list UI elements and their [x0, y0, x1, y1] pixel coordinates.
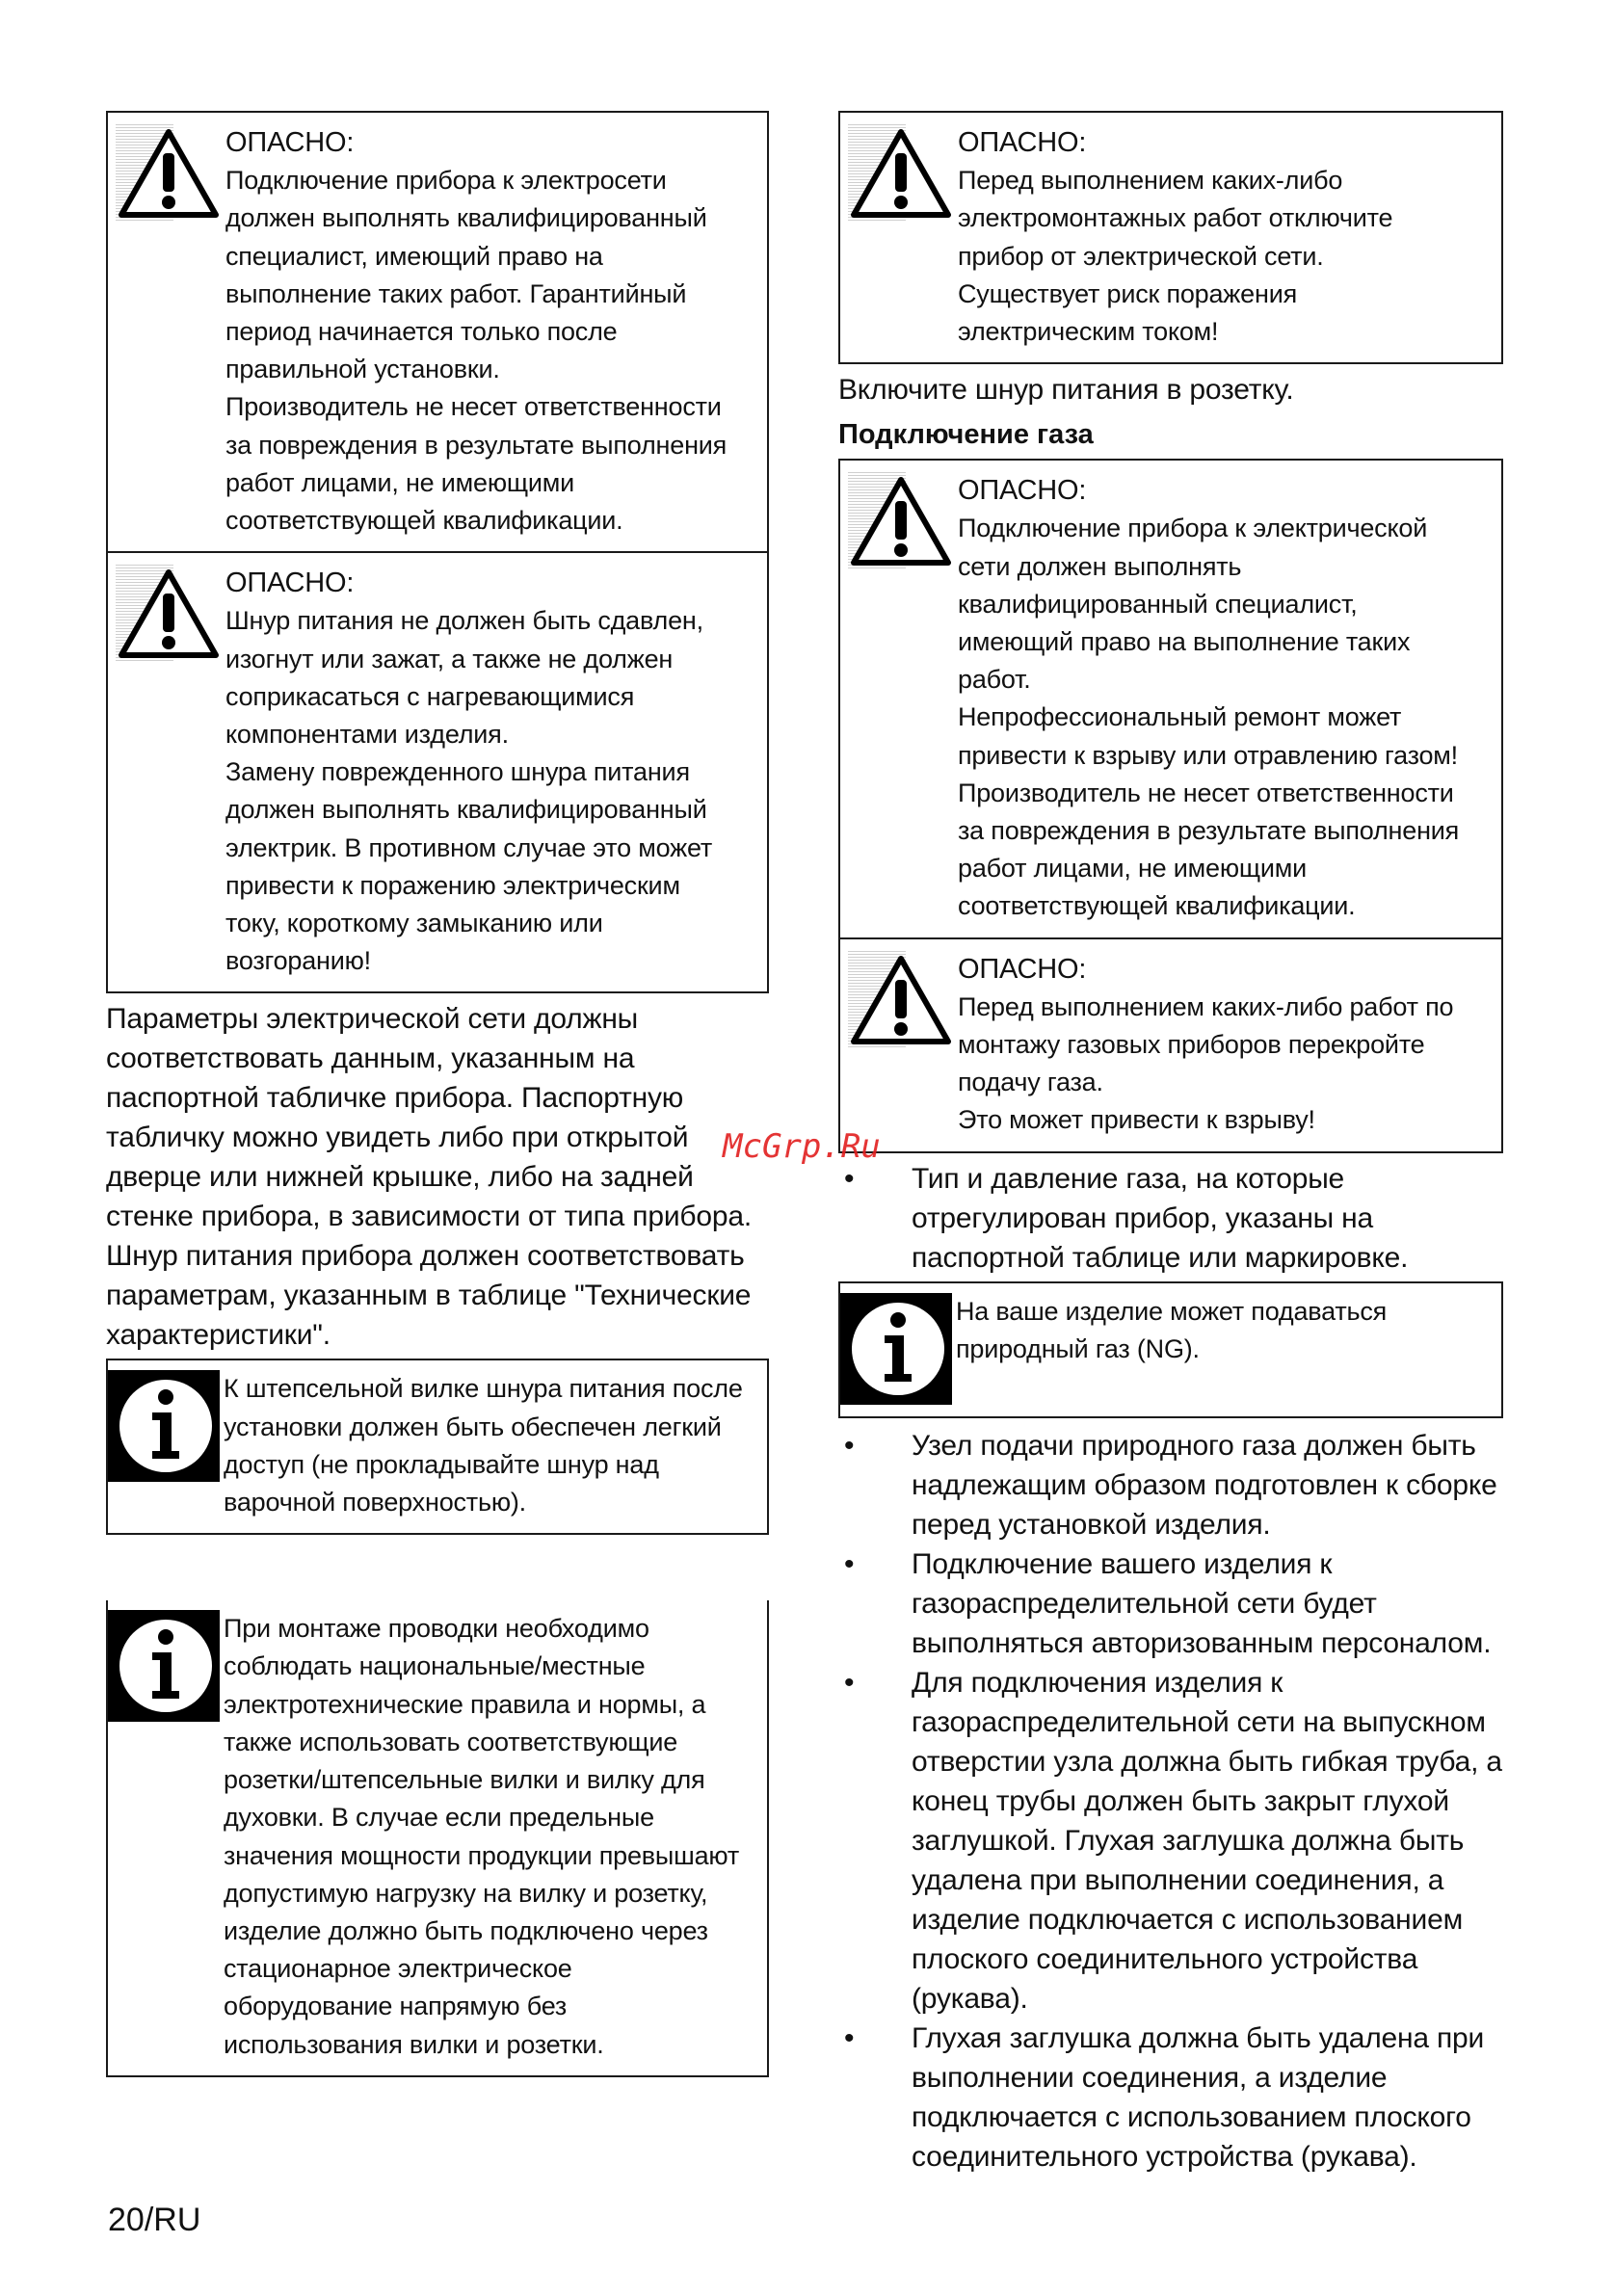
warning-text-line: соответствующей квалификации.: [225, 506, 623, 536]
bullet-marker: •: [844, 1429, 855, 1462]
warning-text-line: возгоранию!: [225, 946, 371, 976]
warning-text-line: подачу газа.: [958, 1068, 1103, 1097]
gas-connection-heading: Подключение газа: [838, 419, 1094, 451]
warning-text-line: работ лицами, не имеющими: [958, 854, 1308, 884]
warning-text-line: сети должен выполнять: [958, 551, 1242, 581]
warning-text-line: изогнут или зажат, а также не должен: [225, 644, 674, 673]
paragraph-line: стенке прибора, в зависимости от типа прибора.: [106, 1201, 752, 1233]
warning-heading: ОПАСНО:: [958, 475, 1087, 507]
info-text-line: допустимую нагрузку на вилку и розетку,: [224, 1878, 708, 1908]
info-text-line: также использовать соответствующие: [224, 1727, 678, 1756]
list-item: [838, 1663, 1503, 2019]
warning-text-line: соответствующей квалификации.: [958, 891, 1356, 921]
paragraph-line: соответствовать данным, указанным на: [106, 1042, 635, 1075]
list-item-line: Узел подачи природного газа должен быть: [912, 1429, 1476, 1462]
warning-text-line: привести к поражению электрическим: [225, 870, 680, 900]
info-text-line: установки должен быть обеспечен легкий: [224, 1412, 722, 1441]
list-item-line: удалена при выполнении соединения, а: [912, 1863, 1444, 1896]
warning-text-line: Шнур питания не должен быть сдавлен,: [225, 606, 703, 636]
warning-box-disconnect-power: [838, 111, 1503, 364]
info-text-line: значения мощности продукции превышают: [224, 1840, 740, 1870]
paragraph-line: дверце или нижней крышке, либо на задней: [106, 1161, 694, 1194]
warning-text-line: за повреждения в результате выполнения: [958, 816, 1460, 846]
paragraph-line: паспортной табличке прибора. Паспортную: [106, 1082, 684, 1115]
warning-text-line: электромонтажных работ отключите: [958, 203, 1393, 233]
list-item-line: выполнении соединения, а изделие: [912, 2061, 1388, 2094]
list-item-line: паспортной таблице или маркировке.: [912, 1241, 1409, 1274]
plug-in-instruction: Включите шнур питания в розетку.: [838, 374, 1294, 407]
gas-connection-list: [838, 1426, 1503, 2177]
bullet-marker: •: [844, 1547, 855, 1580]
warning-triangle-icon: [116, 124, 222, 221]
warning-text-line: Перед выполнением каких-либо: [958, 166, 1343, 196]
list-item-line: Для подключения изделия к: [912, 1666, 1283, 1699]
paragraph-line: Параметры электрической сети должны: [106, 1003, 639, 1036]
warning-text-line: электрик. В противном случае это может: [225, 832, 713, 862]
list-item-line: перед установкой изделия.: [912, 1508, 1271, 1541]
watermark: McGrp.Ru: [723, 1127, 881, 1166]
info-box-natural-gas: [838, 1281, 1503, 1418]
warning-text-line: за повреждения в результате выполнения: [225, 430, 728, 460]
right-column: [838, 111, 1503, 2177]
warning-text-line: привести к взрыву или отравлению газом!: [958, 740, 1458, 770]
info-text-line: оборудование напрямую без: [224, 1992, 568, 2021]
warning-text-line: прибор от электрической сети.: [958, 241, 1324, 271]
info-text-line: На ваше изделие может подаваться: [956, 1296, 1388, 1326]
info-icon: [108, 1370, 220, 1482]
list-item-line: выполняться авторизованным персоналом.: [912, 1626, 1492, 1659]
info-text-line: стационарное электрическое: [224, 1954, 572, 1984]
list-item: [838, 1159, 1503, 1278]
info-text-line: использования вилки и розетки.: [224, 2029, 604, 2059]
info-text-line: При монтаже проводки необходимо: [224, 1614, 649, 1644]
warning-text-line: Производитель не несет ответственности: [958, 778, 1454, 807]
list-item-line: (рукава).: [912, 1982, 1028, 2015]
list-item-line: отрегулирован прибор, указаны на: [912, 1201, 1374, 1234]
warning-text-line: выполнение таких работ. Гарантийный: [225, 278, 687, 308]
info-icon: [108, 1610, 220, 1722]
paragraph-line: параметрам, указанным в таблице "Технические: [106, 1280, 752, 1312]
list-item: [838, 2019, 1503, 2177]
bullet-marker: •: [844, 1666, 855, 1699]
warning-text-line: квалифицированный специалист,: [958, 589, 1358, 619]
bullet-marker: •: [844, 1162, 855, 1195]
warning-text-line: должен выполнять квалифицированный: [225, 795, 707, 825]
warning-text-line: специалист, имеющий право на: [225, 241, 603, 271]
warning-box-power-cord: [106, 553, 769, 993]
warning-box-electrician: [106, 111, 769, 553]
list-item: [838, 1544, 1503, 1663]
warning-text-line: Замену поврежденного шнура питания: [225, 757, 690, 787]
list-item-line: отверстии узла должна быть гибкая труба, а: [912, 1745, 1502, 1778]
bullet-marker: •: [844, 2021, 855, 2054]
warning-triangle-icon: [116, 565, 222, 661]
warning-text-line: правильной установки.: [225, 355, 500, 384]
warning-text-line: Перед выполнением каких-либо работ по: [958, 991, 1454, 1021]
warning-text-line: Производитель не несет ответственности: [225, 392, 722, 422]
info-text-line: варочной поверхностью).: [224, 1488, 526, 1517]
warning-text-line: Это может привести к взрыву!: [958, 1105, 1315, 1135]
list-item-line: надлежащим образом подготовлен к сборке: [912, 1468, 1497, 1501]
warning-text-line: Непрофессиональный ремонт может: [958, 702, 1402, 732]
info-box-wiring-rules: [106, 1600, 769, 2076]
list-item-line: Тип и давление газа, на которые: [912, 1162, 1345, 1195]
warning-text-line: соприкасаться с нагревающимися: [225, 681, 635, 711]
warning-text-line: компонентами изделия.: [225, 720, 509, 750]
warning-text-line: электрическим током!: [958, 317, 1219, 347]
info-text-line: духовки. В случае если предельные: [224, 1803, 654, 1833]
warning-text-line: работ.: [958, 665, 1031, 695]
warning-heading: ОПАСНО:: [225, 567, 355, 599]
list-item-line: конец трубы должен быть закрыт глухой: [912, 1784, 1449, 1817]
list-item-line: газораспределительной сети на выпускном: [912, 1705, 1486, 1738]
list-item-line: плоского соединительного устройства: [912, 1942, 1418, 1975]
list-item-line: подключается с использованием плоского: [912, 2100, 1471, 2133]
list-item-line: заглушкой. Глухая заглушка должна быть: [912, 1824, 1465, 1857]
list-item-line: газораспределительной сети будет: [912, 1587, 1377, 1620]
warning-text-line: монтажу газовых приборов перекройте: [958, 1030, 1425, 1060]
info-text-line: доступ (не прокладывайте шнур над: [224, 1449, 659, 1479]
info-text-line: природный газ (NG).: [956, 1333, 1200, 1363]
list-item: [838, 1426, 1503, 1544]
warning-heading: ОПАСНО:: [225, 127, 355, 158]
electrical-params-paragraph: [106, 999, 769, 1355]
gas-type-list: [838, 1159, 1503, 1278]
warning-triangle-icon: [848, 472, 954, 568]
warning-text-line: работ лицами, не имеющими: [225, 467, 575, 497]
paragraph-line: табличку можно увидеть либо при открытой: [106, 1122, 689, 1154]
paragraph-line: Шнур питания прибора должен соответствовать: [106, 1240, 745, 1273]
warning-box-gas-shutoff: [838, 939, 1503, 1153]
list-item-line: изделие подключается с использованием: [912, 1903, 1464, 1936]
warning-box-gas-electrician: [838, 459, 1503, 938]
warning-text-line: току, короткому замыканию или: [225, 909, 603, 938]
warning-heading: ОПАСНО:: [958, 127, 1087, 158]
warning-text-line: Подключение прибора к электросети: [225, 166, 667, 196]
warning-text-line: должен выполнять квалифицированный: [225, 203, 707, 233]
warning-text-line: имеющий право на выполнение таких: [958, 627, 1411, 657]
info-text-line: изделие должно быть подключено через: [224, 1915, 708, 1945]
info-box-plug-access: [106, 1359, 769, 1535]
warning-text-line: Существует риск поражения: [958, 278, 1297, 308]
info-text-line: соблюдать национальные/местные: [224, 1651, 646, 1681]
warning-triangle-icon: [848, 951, 954, 1047]
list-item-line: Подключение вашего изделия к: [912, 1547, 1333, 1580]
info-icon: [840, 1293, 952, 1405]
warning-triangle-icon: [848, 124, 954, 221]
info-text-line: электротехнические правила и нормы, а: [224, 1689, 706, 1719]
page-number: 20/RU: [108, 2202, 201, 2238]
left-column: [106, 111, 769, 2077]
info-text-line: розетки/штепсельные вилки и вилку для: [224, 1765, 705, 1795]
list-item-line: соединительного устройства (рукава).: [912, 2140, 1417, 2173]
warning-text-line: период начинается только после: [225, 317, 618, 347]
paragraph-line: характеристики".: [106, 1319, 331, 1352]
warning-text-line: Подключение прибора к электрической: [958, 514, 1428, 543]
info-text-line: К штепсельной вилке шнура питания после: [224, 1374, 743, 1404]
list-item-line: Глухая заглушка должна быть удалена при: [912, 2021, 1485, 2054]
warning-heading: ОПАСНО:: [958, 953, 1087, 985]
